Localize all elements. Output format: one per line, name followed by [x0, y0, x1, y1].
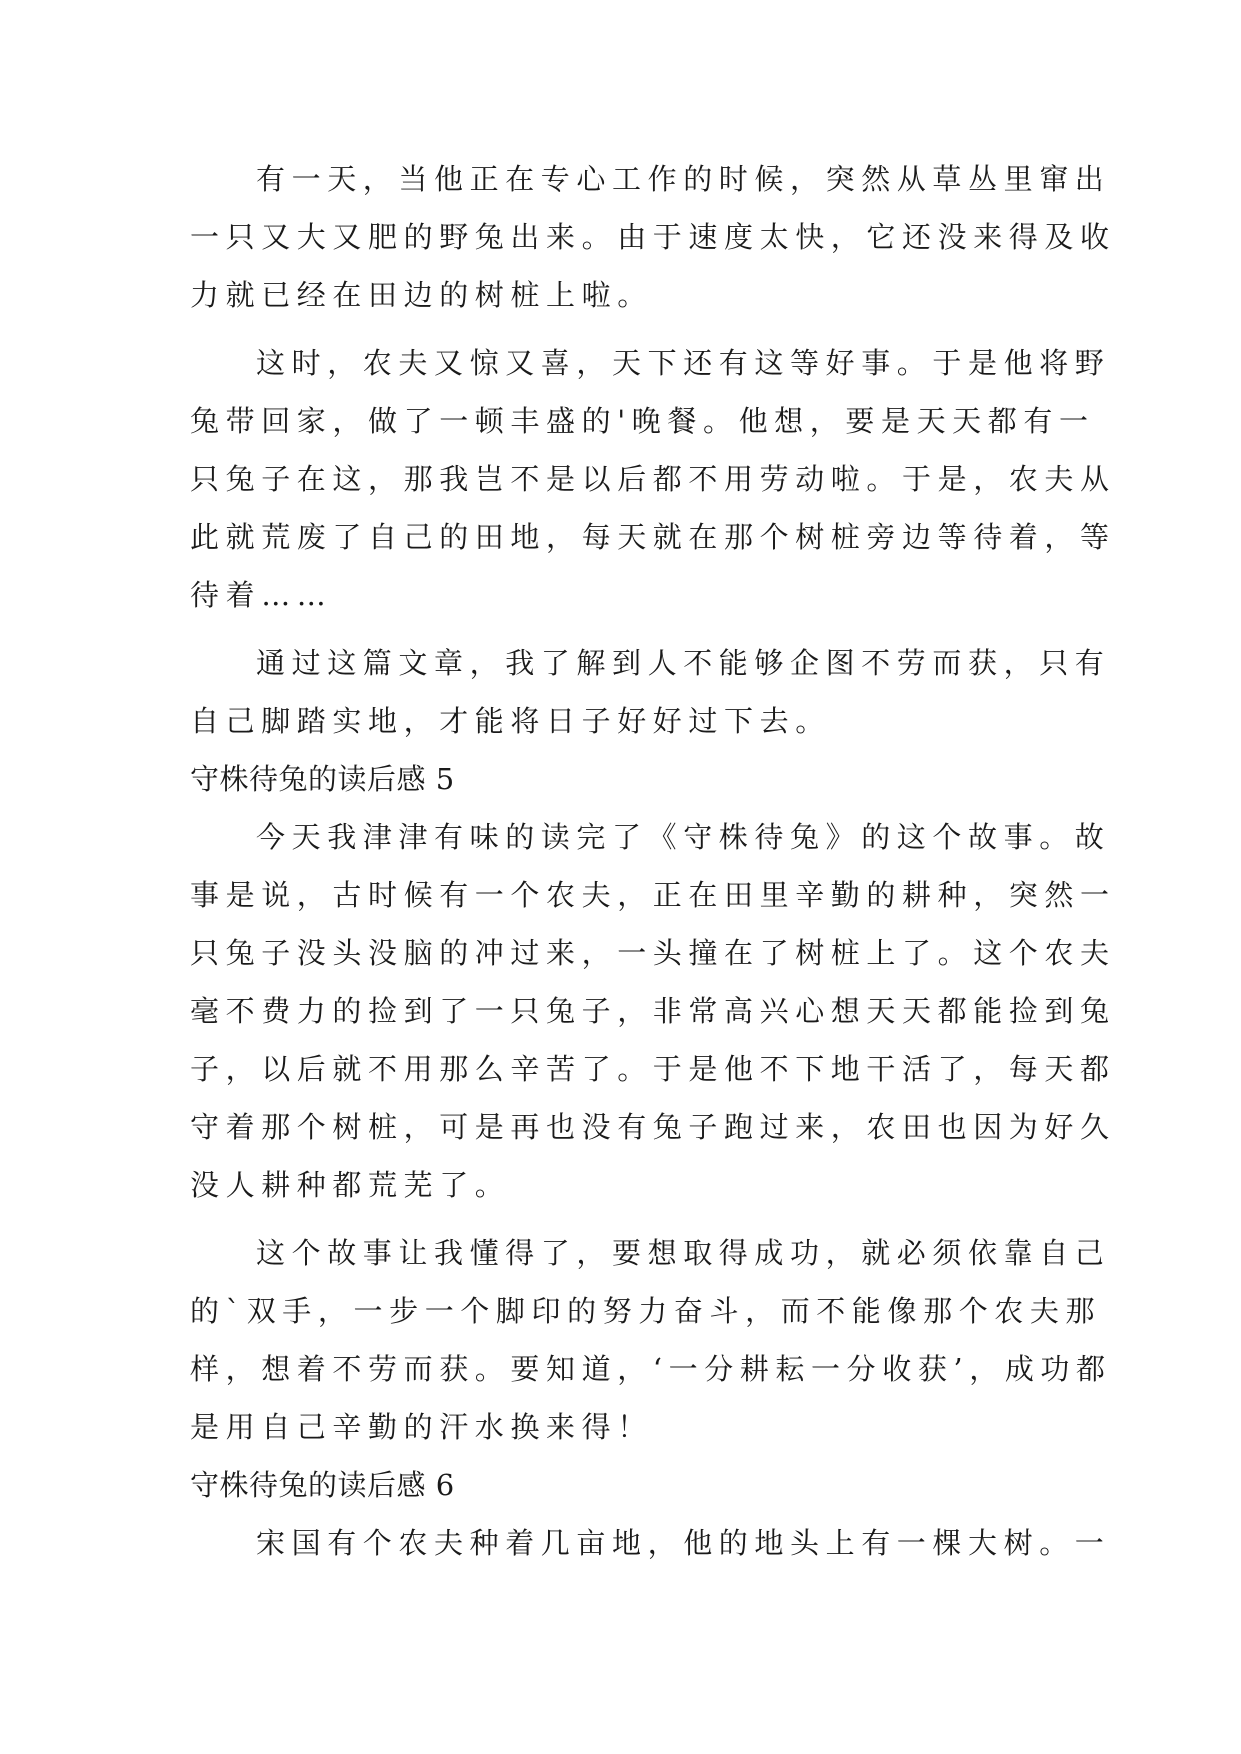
paragraph: [190, 1514, 1111, 1572]
paragraph: [190, 1224, 1112, 1456]
text-line: 子，以后就不用那么辛苦了。于是他不下地干活了，每天都: [190, 1052, 1116, 1086]
text-line: 这时，农夫又惊又喜，天下还有这等好事。于是他将野: [256, 346, 1111, 380]
text-line: 守着那个树桩，可是再也没有兔子跑过来，农田也因为好久: [190, 1110, 1116, 1144]
text-line: 只兔子在这，那我岂不是以后都不用劳动啦。于是，农夫从: [190, 462, 1116, 496]
paragraph: [190, 150, 1116, 324]
text-line: 通过这篇文章，我了解到人不能够企图不劳而获，只有: [256, 646, 1111, 680]
text-line: 是用自己辛勤的汗水换来得！: [190, 1410, 653, 1444]
section-heading: [190, 1456, 1050, 1514]
text-line: 此就荒废了自己的田地，每天就在那个树桩旁边等待着，等: [190, 520, 1116, 554]
text-line: 事是说，古时候有一个农夫，正在田里辛勤的耕种，突然一: [190, 878, 1116, 912]
heading-text: 守株待兔的读后感 5: [190, 762, 455, 796]
text-line: 今天我津津有味的读完了《守株待兔》的这个故事。故: [256, 820, 1111, 854]
paragraph: [190, 634, 1111, 750]
text-line: 的`双手，一步一个脚印的努力奋斗，而不能像那个农夫那: [190, 1294, 1102, 1328]
text-line: 毫不费力的捡到了一只兔子，非常高兴心想天天都能捡到兔: [190, 994, 1116, 1028]
text-line: 只兔子没头没脑的冲过来，一头撞在了树桩上了。这个农夫: [190, 936, 1116, 970]
paragraph: [190, 334, 1116, 624]
text-line: 宋国有个农夫种着几亩地，他的地头上有一棵大树。一: [256, 1526, 1111, 1560]
text-line: 样，想着不劳而获。要知道，‘一分耕耘一分收获’，成功都: [190, 1352, 1112, 1386]
text-line: 没人耕种都荒芜了。: [190, 1168, 511, 1202]
document-page: [190, 150, 1116, 1572]
text-line: 一只又大又肥的野兔出来。由于速度太快，它还没来得及收: [190, 220, 1116, 254]
paragraph: [190, 808, 1116, 1214]
text-line: 自己脚踏实地，才能将日子好好过下去。: [190, 704, 831, 738]
text-line: 待着……: [190, 578, 333, 612]
text-line: 兔带回家，做了一顿丰盛的'晚餐。他想，要是天天都有一: [190, 404, 1095, 438]
heading-text: 守株待兔的读后感 6: [190, 1468, 455, 1502]
text-line: 这个故事让我懂得了，要想取得成功，就必须依靠自己: [256, 1236, 1111, 1270]
text-line: 力就已经在田边的树桩上啦。: [190, 278, 653, 312]
text-line: 有一天，当他正在专心工作的时候，突然从草丛里窜出: [256, 162, 1111, 196]
section-heading: [190, 750, 1050, 808]
